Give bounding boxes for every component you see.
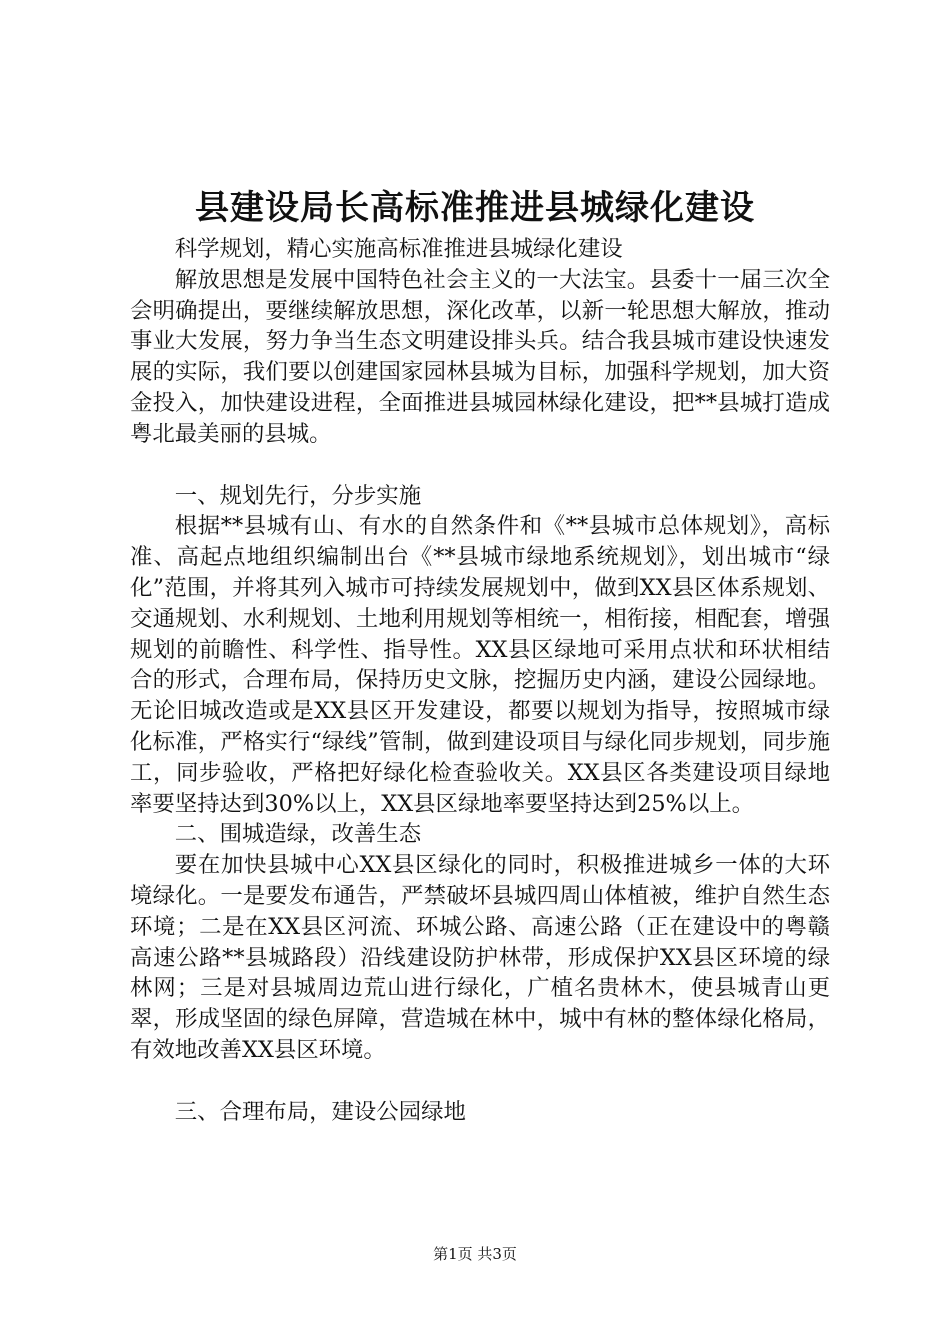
intro-paragraph: 解放思想是发展中国特色社会主义的一大法宝。县委十一届三次全会明确提出，要继续解放思想，深化改革，以新一轮思想大解放，推动事业大发展，努力争当生态文明建设排头兵。结合我县城市建设快速发展的实际，我们要以创建国家园林县城为目标，加强科学规划，加大资金投入，加快建设进程，全面推进县城园林绿化建设，把**县城打造成粤北最美丽的县城。 (130, 266, 830, 447)
section-heading-2: 二、围城造绿，改善生态 (174, 821, 422, 848)
section-heading-1: 一、规划先行，分步实施 (174, 482, 422, 509)
section-heading-3: 三、合理布局，建设公园绿地 (174, 1098, 466, 1125)
section-2-paragraph: 要在加快县城中心XX县区绿化的同时，积极推进城乡一体的大环境绿化。一是要发布通告，严禁破坏县城四周山体植被，维护自然生态环境；二是在XX县区河流、环城公路、高速公路（正在建设中的粤赣高速公路**县城路段）沿线建设防护林带，形成保护XX县区环境的绿林网；三是对县城周边荒山进行绿化，广植名贵林木，使县城青山更翠，形成坚固的绿色屏障，营造城在林中，城中有林的整体绿化格局，有效地改善XX县区环境。 (130, 852, 830, 1063)
document-title: 县建设局长高标准推进县城绿化建设 (195, 188, 755, 228)
document-body (130, 234, 830, 1128)
page-footer: 第1页 共3页 (433, 1245, 517, 1263)
section-1-paragraph: 根据**县城有山、有水的自然条件和《**县城市总体规划》，高标准、高起点地组织编制出台《**县城市绿地系统规划》，划出城市“绿化”范围，并将其列入城市可持续发展规划中，做到XX县区体系规划、交通规划、水利规划、土地利用规划等相统一，相衔接，相配套，增强规划的前瞻性、科学性、指导性。XX县区绿地可采用点状和环状相结合的形式，合理布局，保持历史文脉，挖掘历史内涵，建设公园绿地。无论旧城改造或是XX县区开发建设，都要以规划为指导，按照城市绿化标准，严格实行“绿线”管制，做到建设项目与绿化同步规划，同步施工，同步验收，严格把好绿化检查验收关。XX县区各类建设项目绿地率要坚持达到30%以上，XX县区绿地率要坚持达到25%以上。 (130, 513, 830, 817)
subtitle-paragraph: 科学规划，精心实施高标准推进县城绿化建设 (174, 236, 623, 262)
